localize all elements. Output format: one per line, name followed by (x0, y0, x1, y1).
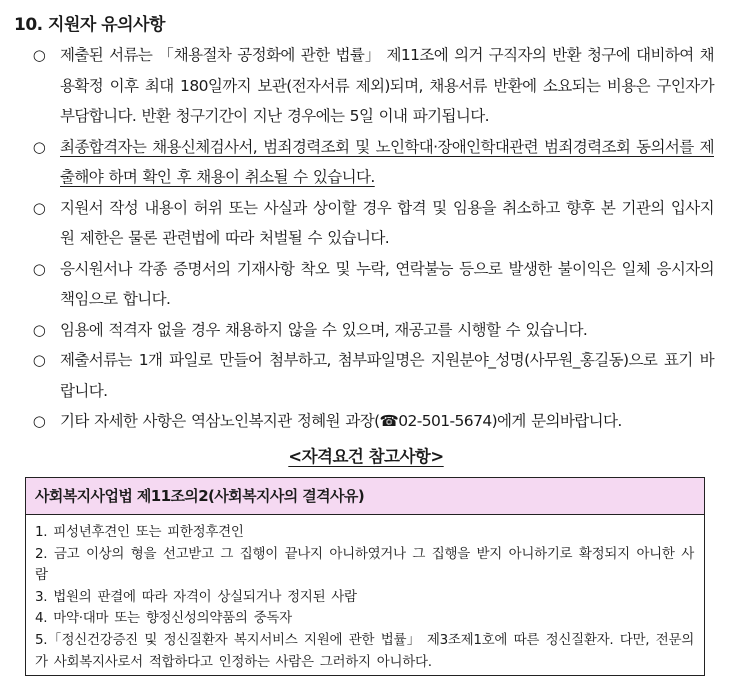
disqualification-list (26, 515, 704, 673)
bullet-circle-icon: ○ (32, 412, 46, 430)
notice-text: 기타 자세한 사항은 역삼노인복지관 정혜원 과장(☎02-501-5674)에게 문의바랍니다. (60, 412, 622, 430)
law-excerpt-box (25, 477, 705, 676)
bullet-circle-icon: ○ (32, 198, 46, 217)
notice-item (30, 315, 714, 346)
bullet-circle-icon: ○ (32, 46, 46, 64)
bullet-circle-icon: ○ (32, 259, 46, 278)
disqualification-item: 4. 마약·대마 또는 향정신성의약품의 중독자 (35, 610, 292, 627)
disqualification-item: 5.「정신건강증진 및 정신질환자 복지서비스 지원에 관한 법률」 제3조제1호에 따른 정신질환자. 다만, 전문의가 사회복지사로서 적합하다고 인정하는 사람은 그러하지 아니하다. (35, 631, 694, 670)
notice-text: 임용에 적격자 없을 경우 채용하지 않을 수 있으며, 재공고를 시행할 수 있습니다. (60, 320, 588, 339)
notice-item (30, 254, 714, 315)
notice-item (30, 132, 714, 193)
reference-title: <자격요건 참고사항> (288, 447, 444, 466)
notice-text: 제출된 서류는 「채용절차 공정화에 관한 법률」 제11조에 의거 구직자의 반환 청구에 대비하여 채용확정 이후 최대 180일까지 보관(전자서류 제외)되며, 채용서류 반환에 소요되는 비용은 구인자가 부담합니다. 반환 청구기간이 지난 경우에는 5일 이내 파기됩니다. (60, 46, 714, 125)
bullet-circle-icon: ○ (32, 351, 46, 369)
notice-item (30, 40, 714, 132)
bullet-circle-icon: ○ (32, 137, 46, 156)
notice-text: 최종합격자는 채용신체검사서, 범죄경력조회 및 노인학대·장애인학대관련 범죄경력조회 동의서를 제출해야 하며 확인 후 채용이 취소될 수 있습니다. (60, 137, 714, 186)
notice-item (30, 345, 714, 406)
notice-item (30, 406, 714, 437)
notice-list (30, 40, 714, 437)
notice-item (30, 193, 714, 254)
disqualification-item: 3. 법원의 판결에 따라 자격이 상실되거나 정지된 사람 (35, 588, 357, 605)
notice-text: 응시원서나 각종 증명서의 기재사항 착오 및 누락, 연락불능 등으로 발생한 불이익은 일체 응시자의 책임으로 합니다. (60, 259, 714, 308)
notice-text: 지원서 작성 내용이 허위 또는 사실과 상이할 경우 합격 및 임용을 취소하고 향후 본 기관의 입사지원 제한은 물론 관련법에 따라 처벌될 수 있습니다. (60, 198, 714, 247)
section-heading: 10. 지원자 유의사항 (14, 15, 165, 35)
bullet-circle-icon: ○ (32, 320, 46, 339)
disqualification-item: 1. 피성년후견인 또는 피한정후견인 (35, 524, 244, 540)
law-excerpt-header: 사회복지사업법 제11조의2(사회복지사의 결격사유) (26, 478, 704, 515)
notice-text: 제출서류는 1개 파일로 만들어 첨부하고, 첨부파일명은 지원분야_성명(사무원_홍길동)으로 표기 바랍니다. (60, 351, 714, 400)
disqualification-item: 2. 금고 이상의 형을 선고받고 그 집행이 끝나지 아니하였거나 그 집행을 받지 아니하기로 확정되지 아니한 사람 (35, 545, 694, 584)
